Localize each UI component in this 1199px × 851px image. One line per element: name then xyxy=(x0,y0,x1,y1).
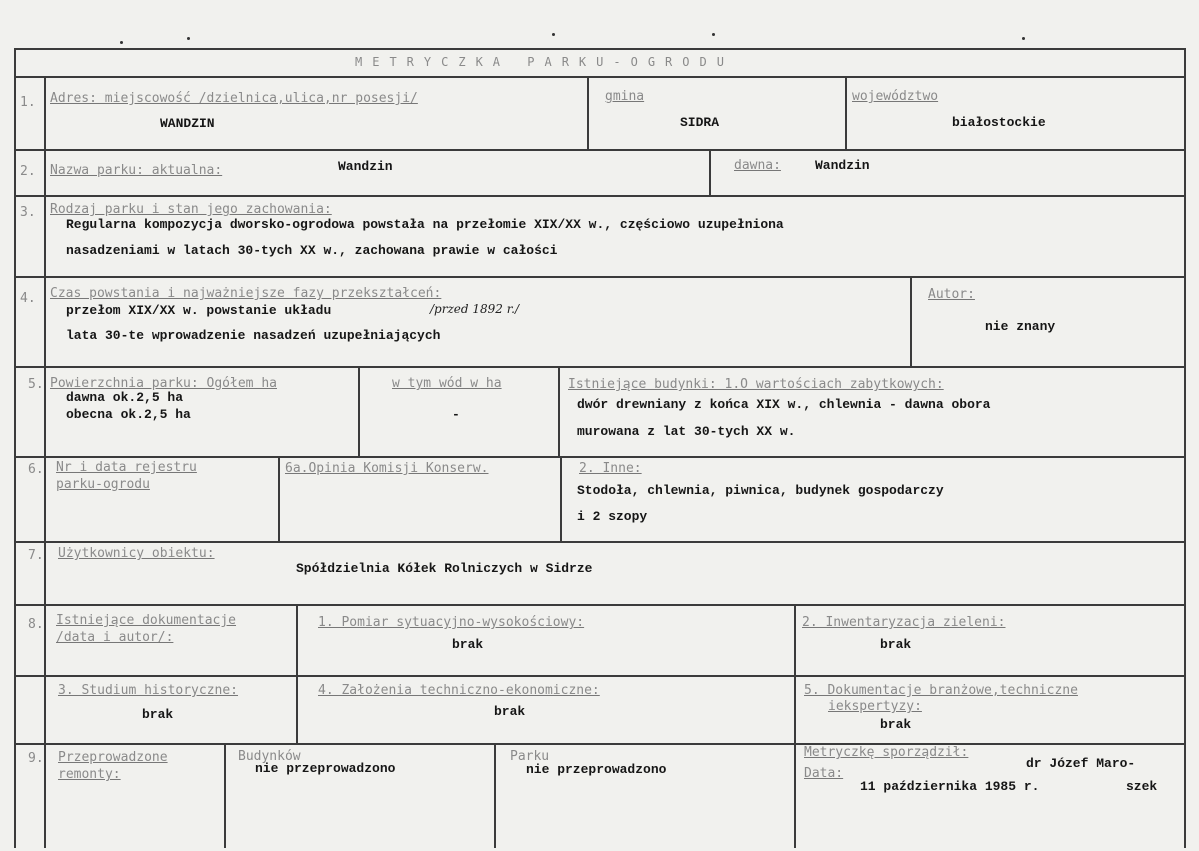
documentation-label-1: Istniejące dokumentacje xyxy=(56,613,237,628)
voivodeship-value: białostockie xyxy=(952,115,1046,130)
assumptions-label: 4. Założenia techniczno-ekonomiczne: xyxy=(318,683,600,698)
paper-mark xyxy=(712,33,715,36)
row-number: 3. xyxy=(20,205,36,220)
date-value: 11 października 1985 r. xyxy=(860,779,1040,794)
buildings-line-2: murowana z lat 30-tych XX w. xyxy=(577,424,796,439)
opinion-label: 6a.Opinia Komisji Konserw. xyxy=(285,461,489,476)
gmina-value: SIDRA xyxy=(680,115,720,130)
documentation-label-2: /data i autor/: xyxy=(56,630,174,645)
park-name-label: Nazwa parku: aktualna: xyxy=(50,163,223,178)
date-label: Data: xyxy=(804,766,844,781)
water-value: - xyxy=(452,407,460,422)
survey-value: brak xyxy=(452,637,484,652)
row-number: 1. xyxy=(20,95,36,110)
buildings-line-1: dwór drewniany z końca XIX w., chlewnia - dawna obora xyxy=(577,397,991,412)
area-old: dawna ok.2,5 ha xyxy=(66,390,184,405)
prepared-by-value-1: dr Józef Maro- xyxy=(1026,756,1136,771)
gmina-label: gmina xyxy=(605,89,645,104)
inventory-label: 2. Inwentaryzacja zieleni: xyxy=(802,615,1006,630)
history-line-2: lata 30-te wprowadzenie nasadzeń uzupełniających xyxy=(66,328,441,343)
row-number: 8. xyxy=(28,617,44,632)
water-label: w tym wód w ha xyxy=(392,376,502,391)
paper-mark xyxy=(120,41,123,44)
address-label: Adres: miejscowość /dzielnica,ulica,nr posesji/ xyxy=(50,91,418,106)
row-number: 9. xyxy=(28,751,44,766)
area-label: Powierzchnia parku: Ogółem ha xyxy=(50,376,277,391)
park-type-label: Rodzaj parku i stan jego zachowania: xyxy=(50,202,332,217)
users-label: Użytkownicy obiektu: xyxy=(58,546,215,561)
branch-docs-value: brak xyxy=(880,717,912,732)
survey-label: 1. Pomiar sytuacyjno-wysokościowy: xyxy=(318,615,585,630)
author-label: Autor: xyxy=(928,287,975,302)
history-line-1: przełom XIX/XX w. powstanie układu xyxy=(66,303,332,318)
renovations-label-1: Przeprowadzone xyxy=(58,750,168,765)
park-type-line-2: nasadzeniami w latach 30-tych XX w., zachowana prawie w całości xyxy=(66,243,558,258)
paper-mark xyxy=(1022,37,1025,40)
branch-docs-label-2: iekspertyzy: xyxy=(828,699,922,714)
park-name-value: Wandzin xyxy=(338,159,393,174)
row-number: 2. xyxy=(20,164,36,179)
study-label: 3. Studium historyczne: xyxy=(58,683,239,698)
park-type-line-1: Regularna kompozycja dworsko-ogrodowa powstała na przełomie XIX/XX w., częściowo uzupełniona xyxy=(66,217,784,232)
park-renov-value: nie przeprowadzono xyxy=(526,762,667,777)
row-number: 4. xyxy=(20,291,36,306)
area-now: obecna ok.2,5 ha xyxy=(66,407,191,422)
other-buildings-line-2: i 2 szopy xyxy=(577,509,648,524)
row-number: 6. xyxy=(28,462,44,477)
park-renov-label: Parku xyxy=(510,749,550,764)
buildings-renov-label: Budynków xyxy=(238,749,301,764)
other-buildings-label: 2. Inne: xyxy=(579,461,642,476)
study-value: brak xyxy=(142,707,174,722)
prepared-by-value-2: szek xyxy=(1126,779,1158,794)
renovations-label-2: remonty: xyxy=(58,767,121,782)
author-value: nie znany xyxy=(985,319,1056,334)
handwritten-note: /przed 1892 r./ xyxy=(430,302,520,316)
prepared-by-label: Metryczkę sporządził: xyxy=(804,745,969,760)
address-value: WANDZIN xyxy=(160,116,215,131)
assumptions-value: brak xyxy=(494,704,526,719)
card-title: METRYCZKA PARKU-OGRODU xyxy=(355,55,734,69)
paper-mark xyxy=(552,33,555,36)
users-value: Spółdzielnia Kółek Rolniczych w Sidrze xyxy=(296,561,593,576)
old-name-label: dawna: xyxy=(734,158,781,173)
other-buildings-line-1: Stodoła, chlewnia, piwnica, budynek gospodarczy xyxy=(577,483,944,498)
old-name-value: Wandzin xyxy=(815,158,870,173)
history-label: Czas powstania i najważniejsze fazy przekształceń: xyxy=(50,286,442,301)
buildings-renov-value: nie przeprowadzono xyxy=(255,761,396,776)
paper-mark xyxy=(187,37,190,40)
row-number: 5. xyxy=(28,377,44,392)
branch-docs-label-1: 5. Dokumentacje branżowe,techniczne xyxy=(804,683,1078,698)
voivodeship-label: województwo xyxy=(852,89,939,104)
register-label-1: Nr i data rejestru xyxy=(56,460,197,475)
inventory-value: brak xyxy=(880,637,912,652)
register-label-2: parku-ogrodu xyxy=(56,477,150,492)
buildings-label: Istniejące budynki: 1.O wartościach zabytkowych: xyxy=(568,377,944,392)
row-number: 7. xyxy=(28,548,44,563)
